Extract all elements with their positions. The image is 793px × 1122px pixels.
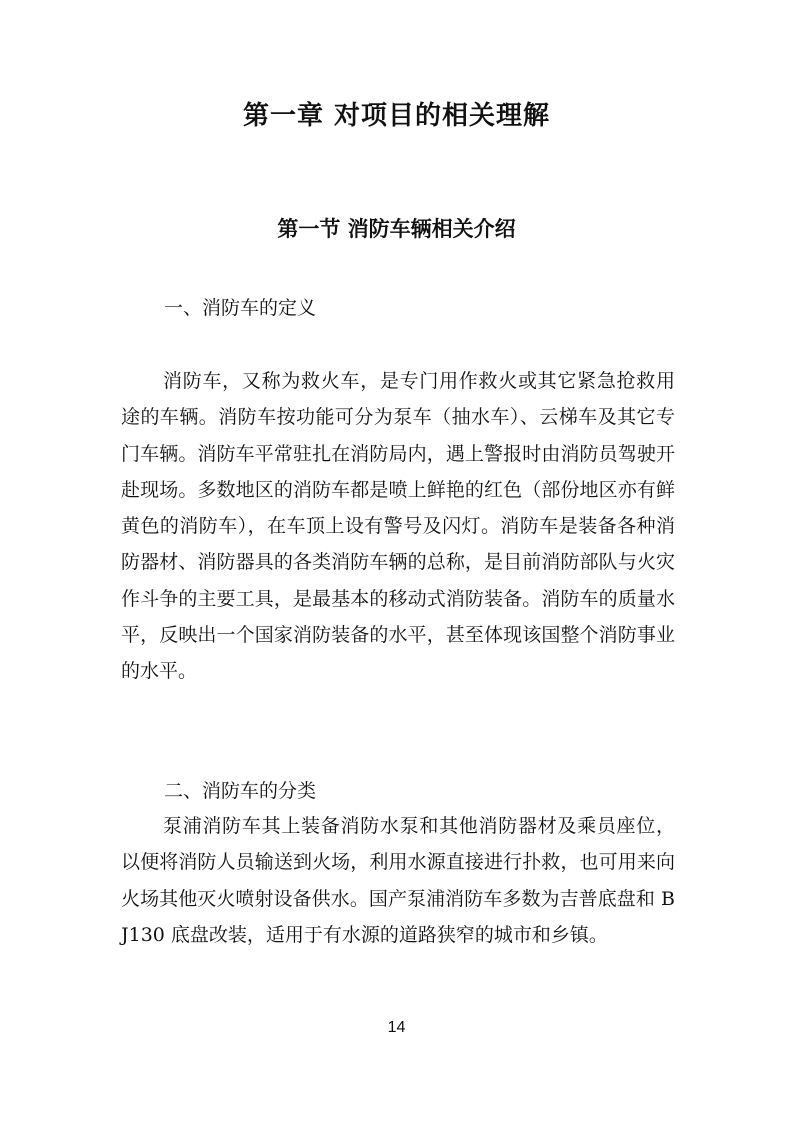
paragraph-definition: 消防车，又称为救火车，是专门用作救火或其它紧急抢救用途的车辆。消防车按功能可分为泵车（抽水车）、云梯车及其它专门车辆。消防车平常驻扎在消防局内，遇上警报时由消防员驾驶开赴现场。多数地区的消防车都是喷上鲜艳的红色（部份地区亦有鲜黄色的消防车），在车顶上设有警号及闪灯。消防车是装备各种消防器材、消防器具的各类消防车辆的总称，是目前消防部队与火灾作斗争的主要工具，是最基本的移动式消防装备。消防车的质量水平，反映出一个国家消防装备的水平，甚至体现该国整个消防事业的水平。	[121, 370, 675, 683]
section-title: 第一节 消防车辆相关介绍	[277, 217, 516, 241]
paragraph-classification: 泵浦消防车其上装备消防水泵和其他消防器材及乘员座位，以便将消防人员输送到火场，利用水源直接进行扑救，也可用来向火场其他灭火喷射设备供水。国产泵浦消防车多数为吉普底盘和 BJ130 底盘改装，适用于有水源的道路狭窄的城市和乡镇。	[121, 815, 675, 946]
subheading-definition: 一、消防车的定义	[164, 297, 317, 319]
chapter-title: 第一章 对项目的相关理解	[242, 101, 551, 131]
page-number: 14	[387, 1019, 406, 1036]
subheading-classification: 二、消防车的分类	[164, 780, 317, 802]
